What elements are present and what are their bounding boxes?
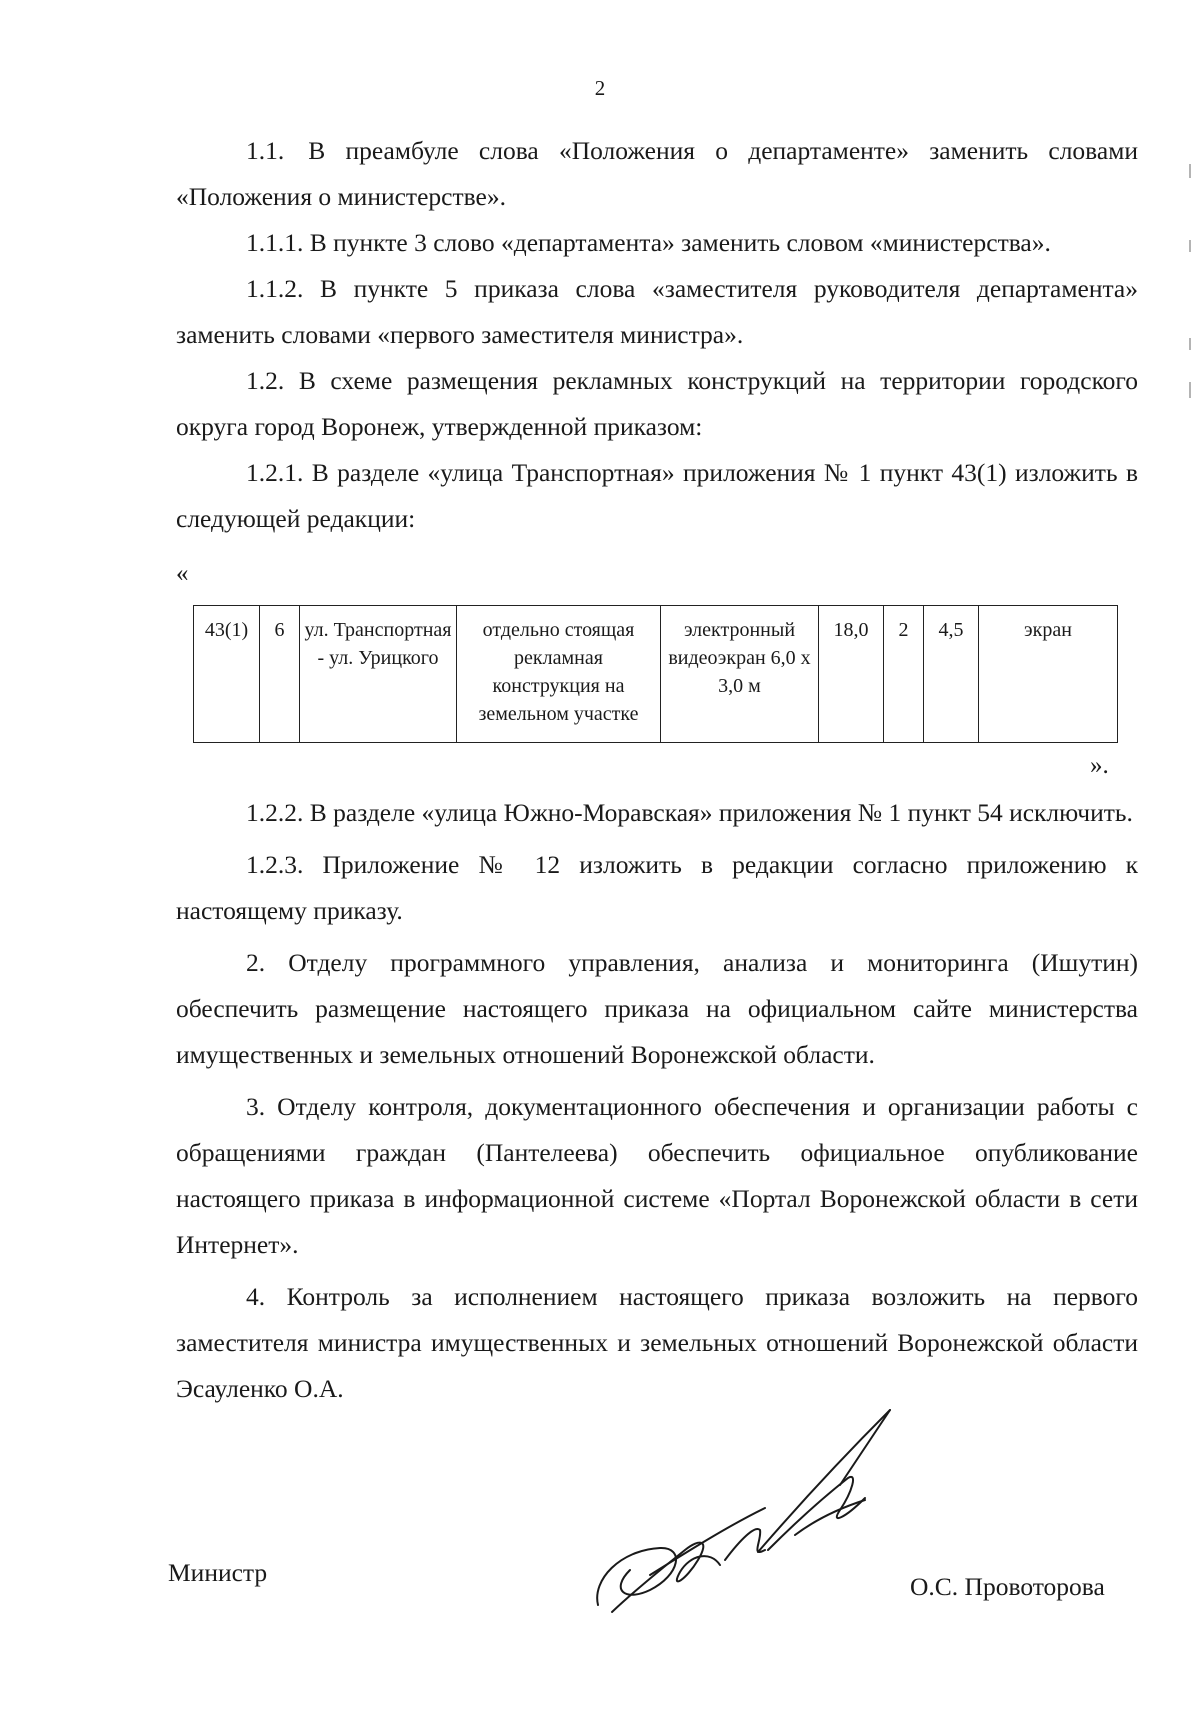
paragraph-1-2: 1.2. В схеме размещения рекламных конструкций на территории городского округа город Воронеж, утвержденной приказом: (176, 366, 1138, 441)
cell-structure-type: отдельно стоящая рекламная конструкция на земельном участке (457, 606, 661, 743)
cell-sides: 2 (884, 606, 924, 743)
paragraph-1-1-2: 1.1.2. В пункте 5 приказа слова «заместителя руководителя департамента» заменить словами «первого заместителя министра». (176, 274, 1138, 349)
paragraph-2: 2. Отделу программного управления, анализа и мониторинга (Ишутин) обеспечить размещение настоящего приказа на официальном сайте министерства имущественных и земельных отношений Воронежской области. (176, 948, 1138, 1069)
cell-area: 18,0 (819, 606, 884, 743)
cell-item-number: 43(1) (194, 606, 260, 743)
cell-address: ул. Транспортная - ул. Урицкого (300, 606, 457, 743)
cell-district: 6 (260, 606, 300, 743)
paragraph-1-1-1: 1.1.1. В пункте 3 слово «департамента» заменить словом «министерства». (246, 228, 1051, 257)
paragraph-text: В преамбуле слова «Положения о департаменте» заменить словами «Положения о министерстве». (176, 136, 1138, 211)
page-number: 2 (594, 76, 606, 100)
opening-quote: « (176, 560, 189, 587)
body-text-bottom (176, 790, 1138, 1412)
cell-height: 4,5 (924, 606, 979, 743)
paragraph-3: 3. Отделу контроля, документационного обеспечения и организации работы с обращениями граждан (Пантелеева) обеспечить официальное опубликование настоящего приказа в информационной системе «Портал Воронежской области в сети Интернет». (176, 1092, 1138, 1259)
signer-position: Министр (168, 1558, 268, 1587)
closing-quote: ». (1090, 752, 1109, 779)
paragraph-1-2-3: 1.2.3. Приложение № 12 изложить в редакции согласно приложению к настоящему приказу. (176, 850, 1138, 925)
signer-name: О.С. Провоторова (910, 1572, 1105, 1601)
paragraph-4: 4. Контроль за исполнением настоящего приказа возложить на первого заместителя министра имущественных и земельных отношений Воронежской области Эсауленко О.А. (176, 1282, 1138, 1403)
body-text-top (176, 128, 1138, 542)
scan-edge-marks (1186, 160, 1196, 420)
paragraph-1-2-1: 1.2.1. В разделе «улица Транспортная» приложения № 1 пункт 43(1) изложить в следующей редакции: (176, 458, 1138, 533)
paragraph-number: 1.1. (246, 136, 285, 165)
paragraph-1-1 (176, 128, 1138, 220)
signature-block (0, 1400, 1200, 1660)
paragraph-1-2-2: 1.2.2. В разделе «улица Южно-Моравская» приложения № 1 пункт 54 исключить. (246, 798, 1133, 827)
handwritten-signature (590, 1400, 920, 1620)
cell-info-field: экран (979, 606, 1118, 743)
table-row (194, 606, 1118, 743)
cell-structure-kind: электронный видеоэкран 6,0 х 3,0 м (661, 606, 819, 743)
advertising-structure-table (193, 605, 1118, 743)
